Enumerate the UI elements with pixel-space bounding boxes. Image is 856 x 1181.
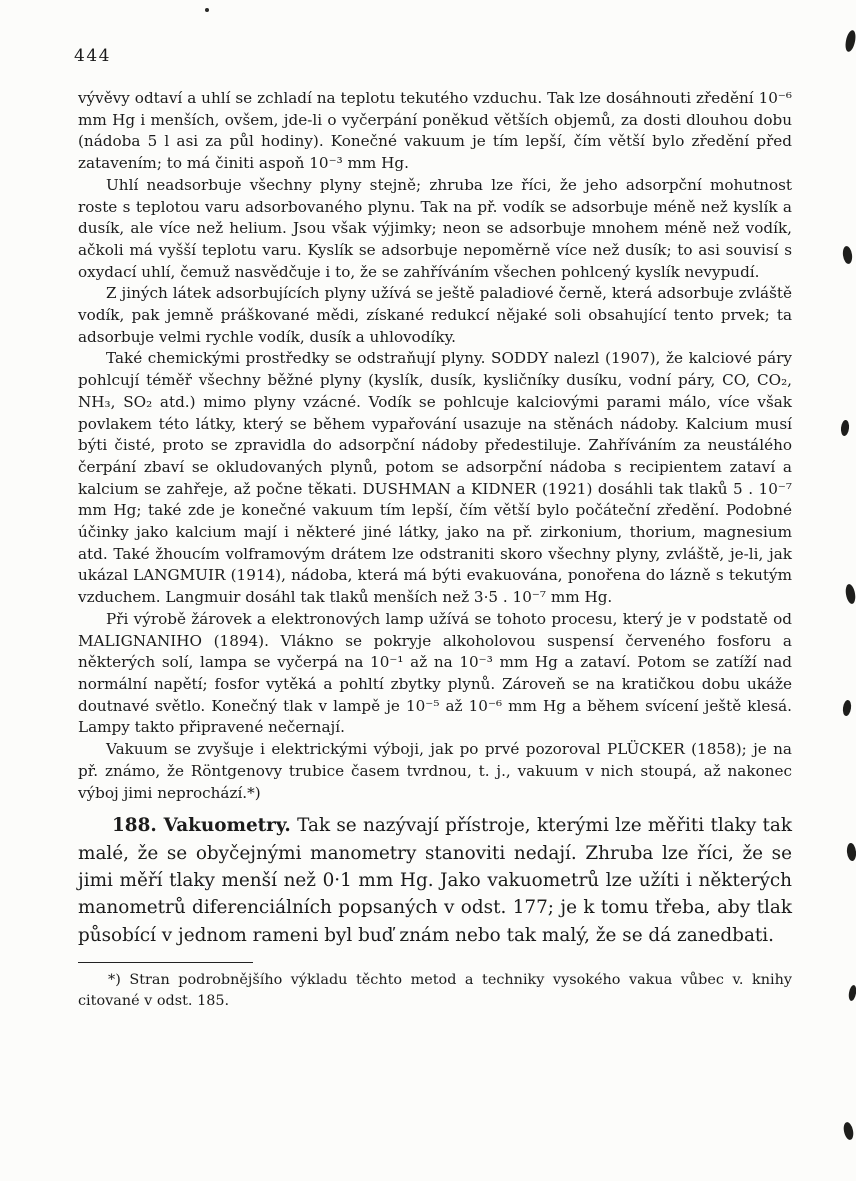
scan-artifact bbox=[844, 29, 856, 52]
scan-artifact bbox=[840, 420, 850, 437]
page-content bbox=[78, 88, 792, 1011]
section-heading: 188. Vakuometry. bbox=[112, 815, 291, 837]
footnote-separator-rule bbox=[78, 962, 253, 963]
scan-artifact bbox=[842, 700, 852, 717]
page-number: 444 bbox=[74, 46, 111, 66]
paragraph-lamp-production: Při výrobě žárovek a elektronových lamp užívá se tohoto procesu, který je v podstatě od MALIGNANIHO (1894). Vlákno se pokryje alkoholovou suspensí červeného fosforu a některých solí, lampa se vyčerpá na 10⁻¹ až na 10⁻³ mm Hg a zataví. Potom se zatíží nad normální napětí; fosfor vytěká a pohltí zbytky plynů. Zároveň se na kratičkou dobu ukáže doutnavé světlo. Konečný tlak v lampě je 10⁻⁵ až 10⁻⁶ mm Hg a během svícení ještě klesá. Lampy takto připravené nečernají. bbox=[78, 609, 792, 737]
scan-artifact bbox=[842, 245, 853, 264]
scan-artifact bbox=[844, 583, 856, 604]
paragraph-other-substances: Z jiných látek adsorbujících plyny užívá se ještě paladiové černě, která adsorbuje zvláště vodík, pak jemně práškované mědi, získané redukcí nějaké soli obsahující tento prvek; ta adsorbuje velmi rychle vodík, dusík a uhlovodíky. bbox=[78, 284, 792, 346]
paragraph-chemical-means: Také chemickými prostředky se odstraňují plyny. SODDY nalezl (1907), že kalciové páry pohlcují téměř všechny běžné plyny (kyslík, dusík, kysličníky dusíku, vodní páry, CO, CO₂, NH₃, SO₂ atd.) mimo plyny vzácné. Vodík se pohlcuje kalciovými parami málo, více však povlakem této látky, který se během vypařování usazuje na stěnách nádoby. Kalcium musí býti čisté, proto se zpravidla do adsorpční nádoby předestiluje. Zahříváním za neustálého čerpání zbaví se okludovaných plynů, potom se adsorpční nádoba s recipientem zataví a kalcium se zahřeje, až počne těkati. DUSHMAN a KIDNER (1921) dosáhli tak tlaků 5 . 10⁻⁷ mm Hg; také zde je konečné vakuum tím lepší, čím větší bylo počáteční zředění. Podobné účinky jako kalcium mají i některé jiné látky, jako na př. zirkonium, thorium, magnesium atd. Také žhoucím volframovým drátem lze odstraniti skoro všechny plyny, zvláště, je-li, jak ukázal LANGMUIR (1914), nádoba, která má býti evakuována, ponořena do lázně s tekutým vzduchem. Langmuir dosáhl tak tlaků menších než 3·5 . 10⁻⁷ mm Hg. bbox=[78, 349, 792, 607]
scan-artifact bbox=[846, 843, 856, 862]
section-vakuometry bbox=[78, 812, 792, 949]
scan-artifact bbox=[842, 1121, 855, 1140]
scan-artifact bbox=[848, 985, 856, 1002]
paragraph-continuation: vývěvy odtaví a uhlí se zchladí na teplotu tekutého vzduchu. Tak lze dosáhnouti zředění 10⁻⁶ mm Hg i menších, ovšem, jde-li o vyčerpání poněkud větších objemů, za dosti dlouhou dobu (nádoba 5 l asi za půl hodiny). Konečné vakuum je tím lepší, čím větší bylo zředění před zatavením; to má činiti aspoň 10⁻³ mm Hg. bbox=[78, 89, 792, 173]
scan-speck bbox=[205, 8, 209, 12]
footnote-text: *) Stran podrobnějšího výkladu těchto metod a techniky vysokého vakua vůbec v. knihy citované v odst. 185. bbox=[78, 972, 792, 1009]
body-text-block bbox=[78, 88, 792, 804]
paragraph-electric-discharge: Vakuum se zvyšuje i elektrickými výboji, jak po prvé pozoroval PLÜCKER (1858); je na př. známo, že Röntgenovy trubice časem tvrdnou, t. j., vakuum v nich stoupá, až nakonec výboj jimi neprochází.*) bbox=[78, 740, 792, 802]
section-paragraph bbox=[78, 812, 792, 949]
paragraph-adsorption: Uhlí neadsorbuje všechny plyny stejně; zhruba lze říci, že jeho adsorpční mohutnost roste s teplotou varu adsorbovaného plynu. Tak na př. vodík se adsorbuje méně než kyslík a dusík, ale více než helium. Jsou však výjimky; neon se adsorbuje mnohem méně než vodík, ačkoli má vyšší teplotu varu. Kyslík se adsorbuje nepoměrně více než dusík; to asi souvisí s oxydací uhlí, čemuž nasvědčuje i to, že se zahříváním všechen pohlcený kyslík nevypudí. bbox=[78, 175, 792, 281]
section-body-text: Tak se nazývají přístroje, kterými lze měřiti tlaky tak malé, že se obyčejnými manometry stanoviti nedají. Zhruba lze říci, že se jimi měří tlaky menší než 0·1 mm Hg. Jako vakuometrů lze užíti i některých manometrů diferenciálních popsaných v odst. 177; je k tomu třeba, aby tlak působící v jednom rameni byl buď znám nebo tak malý, že se dá zanedbati. bbox=[78, 815, 792, 946]
